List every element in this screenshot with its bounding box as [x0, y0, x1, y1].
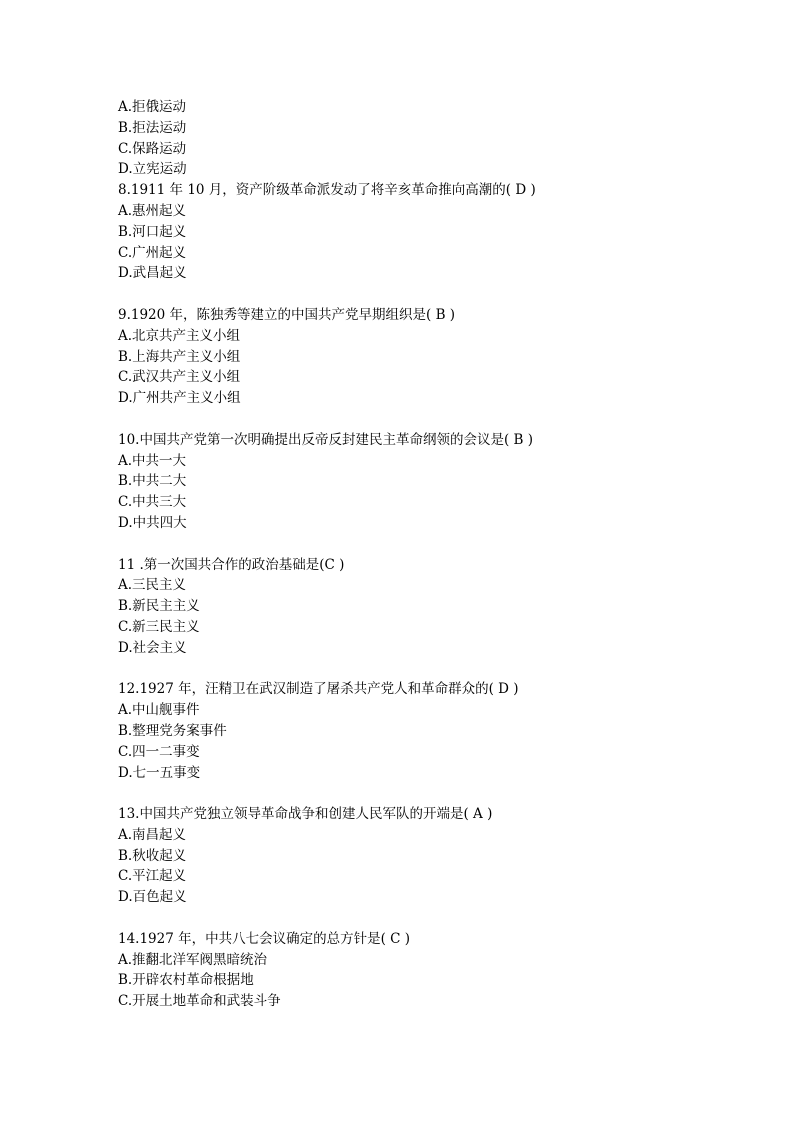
question-9: 9.1920 年，陈独秀等建立的中国共产党早期组织是( B ) — [118, 306, 456, 323]
option-line: C.平江起义 — [118, 868, 187, 885]
option-line: C.开展土地革命和武装斗争 — [118, 993, 281, 1010]
option-line: B.上海共产主义小组 — [118, 348, 241, 365]
option-line: B.秋收起义 — [118, 847, 187, 864]
option-line: A.北京共产主义小组 — [118, 327, 241, 344]
question-10: 10.中国共产党第一次明确提出反帝反封建民主革命纲领的会议是( B ) — [118, 431, 534, 448]
blank-line — [118, 908, 758, 929]
document-page — [118, 97, 758, 1012]
option-line: B.开辟农村革命根据地 — [118, 972, 254, 989]
blank-line — [118, 783, 758, 804]
question-11: 11 .第一次国共合作的政治基础是(C ) — [118, 556, 345, 573]
option-line: C.四一二事变 — [118, 743, 200, 760]
blank-line — [118, 409, 758, 430]
option-line: B.河口起义 — [118, 223, 187, 240]
option-line: A.中山舰事件 — [118, 702, 200, 719]
option-line: C.广州起义 — [118, 244, 187, 261]
blank-line — [118, 284, 758, 305]
question-8: 8.1911 年 10 月，资产阶级革命派发动了将辛亥革命推向高潮的( D ) — [118, 182, 536, 199]
option-line: B.整理党务案事件 — [118, 722, 227, 739]
option-line: C.新三民主义 — [118, 618, 200, 635]
question-13: 13.中国共产党独立领导革命战争和创建人民军队的开端是( A ) — [118, 806, 493, 823]
option-line: D.七一五事变 — [118, 764, 201, 781]
option-line: D.立宪运动 — [118, 161, 187, 178]
option-line: C.武汉共产主义小组 — [118, 369, 241, 386]
option-line: B.新民主主义 — [118, 598, 200, 615]
option-line: C.保路运动 — [118, 140, 187, 157]
option-line: D.广州共产主义小组 — [118, 390, 241, 407]
option-line: A.中共一大 — [118, 452, 187, 469]
option-line: B.拒法运动 — [118, 119, 187, 136]
option-line: C.中共三大 — [118, 494, 187, 511]
option-line: D.中共四大 — [118, 514, 187, 531]
option-line: A.三民主义 — [118, 577, 187, 594]
option-line: D.百色起义 — [118, 889, 187, 906]
option-line: D.武昌起义 — [118, 265, 187, 282]
option-line: B.中共二大 — [118, 473, 187, 490]
option-line: A.推翻北洋军阀黑暗统治 — [118, 951, 268, 968]
question-14: 14.1927 年，中共八七会议确定的总方针是( C ) — [118, 930, 411, 947]
blank-line — [118, 659, 758, 680]
question-12: 12.1927 年，汪精卫在武汉制造了屠杀共产党人和革命群众的( D ) — [118, 681, 519, 698]
option-line: A.惠州起义 — [118, 202, 187, 219]
option-line: A.拒俄运动 — [118, 99, 187, 115]
option-line: A.南昌起义 — [118, 826, 187, 843]
option-line: D.社会主义 — [118, 639, 187, 656]
blank-line — [118, 534, 758, 555]
